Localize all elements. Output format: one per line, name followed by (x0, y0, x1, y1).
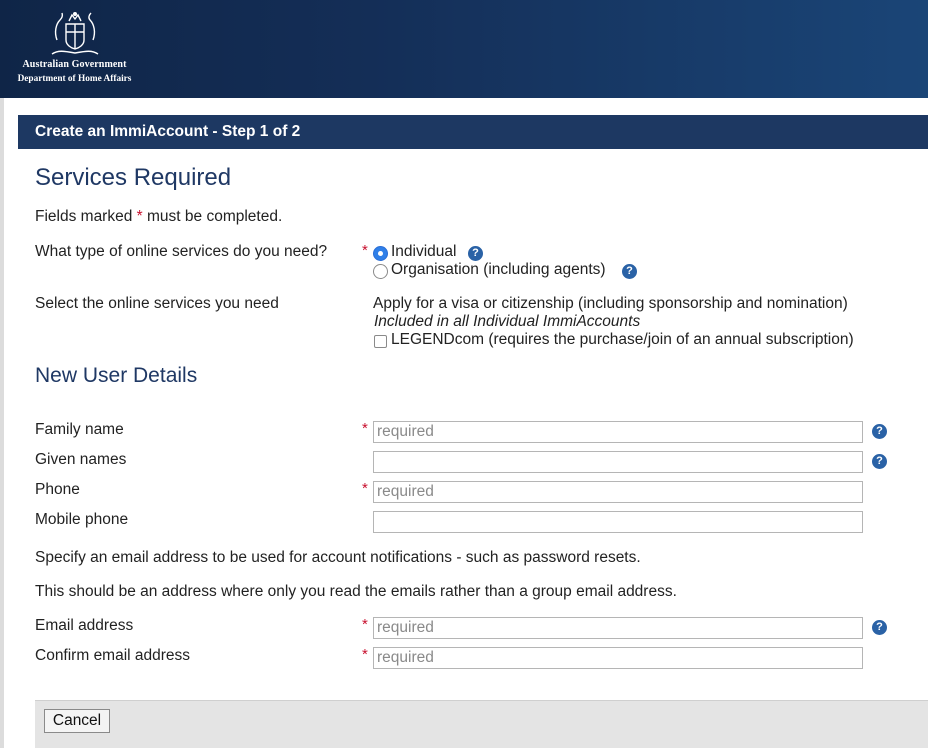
confirm-email-input[interactable] (373, 647, 863, 669)
step-title: Create an ImmiAccount - Step 1 of 2 (35, 123, 301, 140)
fields-note-pre: Fields marked (35, 208, 137, 225)
gov-name: Australian Government (22, 59, 127, 70)
legendcom-label[interactable]: LEGENDcom (requires the purchase/join of an annual subscription) (391, 331, 854, 348)
individual-radio[interactable] (373, 246, 388, 261)
organisation-option-label[interactable]: Organisation (including agents) (391, 261, 606, 278)
family-name-label: Family name (35, 421, 124, 438)
confirm-email-required-star: * (362, 646, 368, 663)
phone-input[interactable] (373, 481, 863, 503)
family-name-required-star: * (362, 420, 368, 437)
header-banner (0, 0, 928, 98)
email-help-icon[interactable]: ? (872, 620, 887, 635)
step-title-bar (18, 115, 928, 149)
online-services-label: Select the online services you need (35, 295, 279, 312)
individual-option-label[interactable]: Individual (391, 243, 457, 260)
service-type-label: What type of online services do you need? (35, 243, 328, 260)
cancel-button[interactable]: Cancel (44, 709, 110, 733)
gov-logo[interactable] (12, 10, 137, 90)
given-names-input[interactable] (373, 451, 863, 473)
dept-name: Department of Home Affairs (17, 74, 132, 84)
email-note-2: This should be an address where only you read the emails rather than a group email address. (35, 583, 677, 600)
email-note-1: Specify an email address to be used for account notifications - such as password resets. (35, 549, 641, 566)
family-name-help-icon[interactable]: ? (872, 424, 887, 439)
user-details-heading: New User Details (35, 364, 198, 387)
legendcom-checkbox[interactable] (374, 335, 387, 348)
email-label: Email address (35, 617, 134, 634)
individual-help-icon[interactable]: ? (468, 246, 483, 261)
apply-visa-text: Apply for a visa or citizenship (including sponsorship and nomination) (373, 295, 848, 312)
organisation-radio[interactable] (373, 264, 388, 279)
family-name-input[interactable] (373, 421, 863, 443)
coat-of-arms-icon (44, 10, 106, 56)
included-text: Included in all Individual ImmiAccounts (374, 313, 641, 330)
phone-required-star: * (362, 480, 368, 497)
given-names-help-icon[interactable]: ? (872, 454, 887, 469)
fields-note-post: must be completed. (142, 208, 283, 225)
given-names-label: Given names (35, 451, 127, 468)
fields-note-star: * (136, 208, 143, 225)
service-type-required-star: * (362, 242, 368, 259)
email-required-star: * (362, 616, 368, 633)
mobile-phone-input[interactable] (373, 511, 863, 533)
phone-label: Phone (35, 481, 80, 498)
left-edge-border (0, 98, 4, 748)
confirm-email-label: Confirm email address (35, 647, 191, 664)
services-heading: Services Required (35, 164, 232, 191)
email-input[interactable] (373, 617, 863, 639)
organisation-help-icon[interactable]: ? (622, 264, 637, 279)
mobile-phone-label: Mobile phone (35, 511, 129, 528)
form-footer-bar (35, 700, 928, 748)
fields-note (35, 208, 282, 226)
